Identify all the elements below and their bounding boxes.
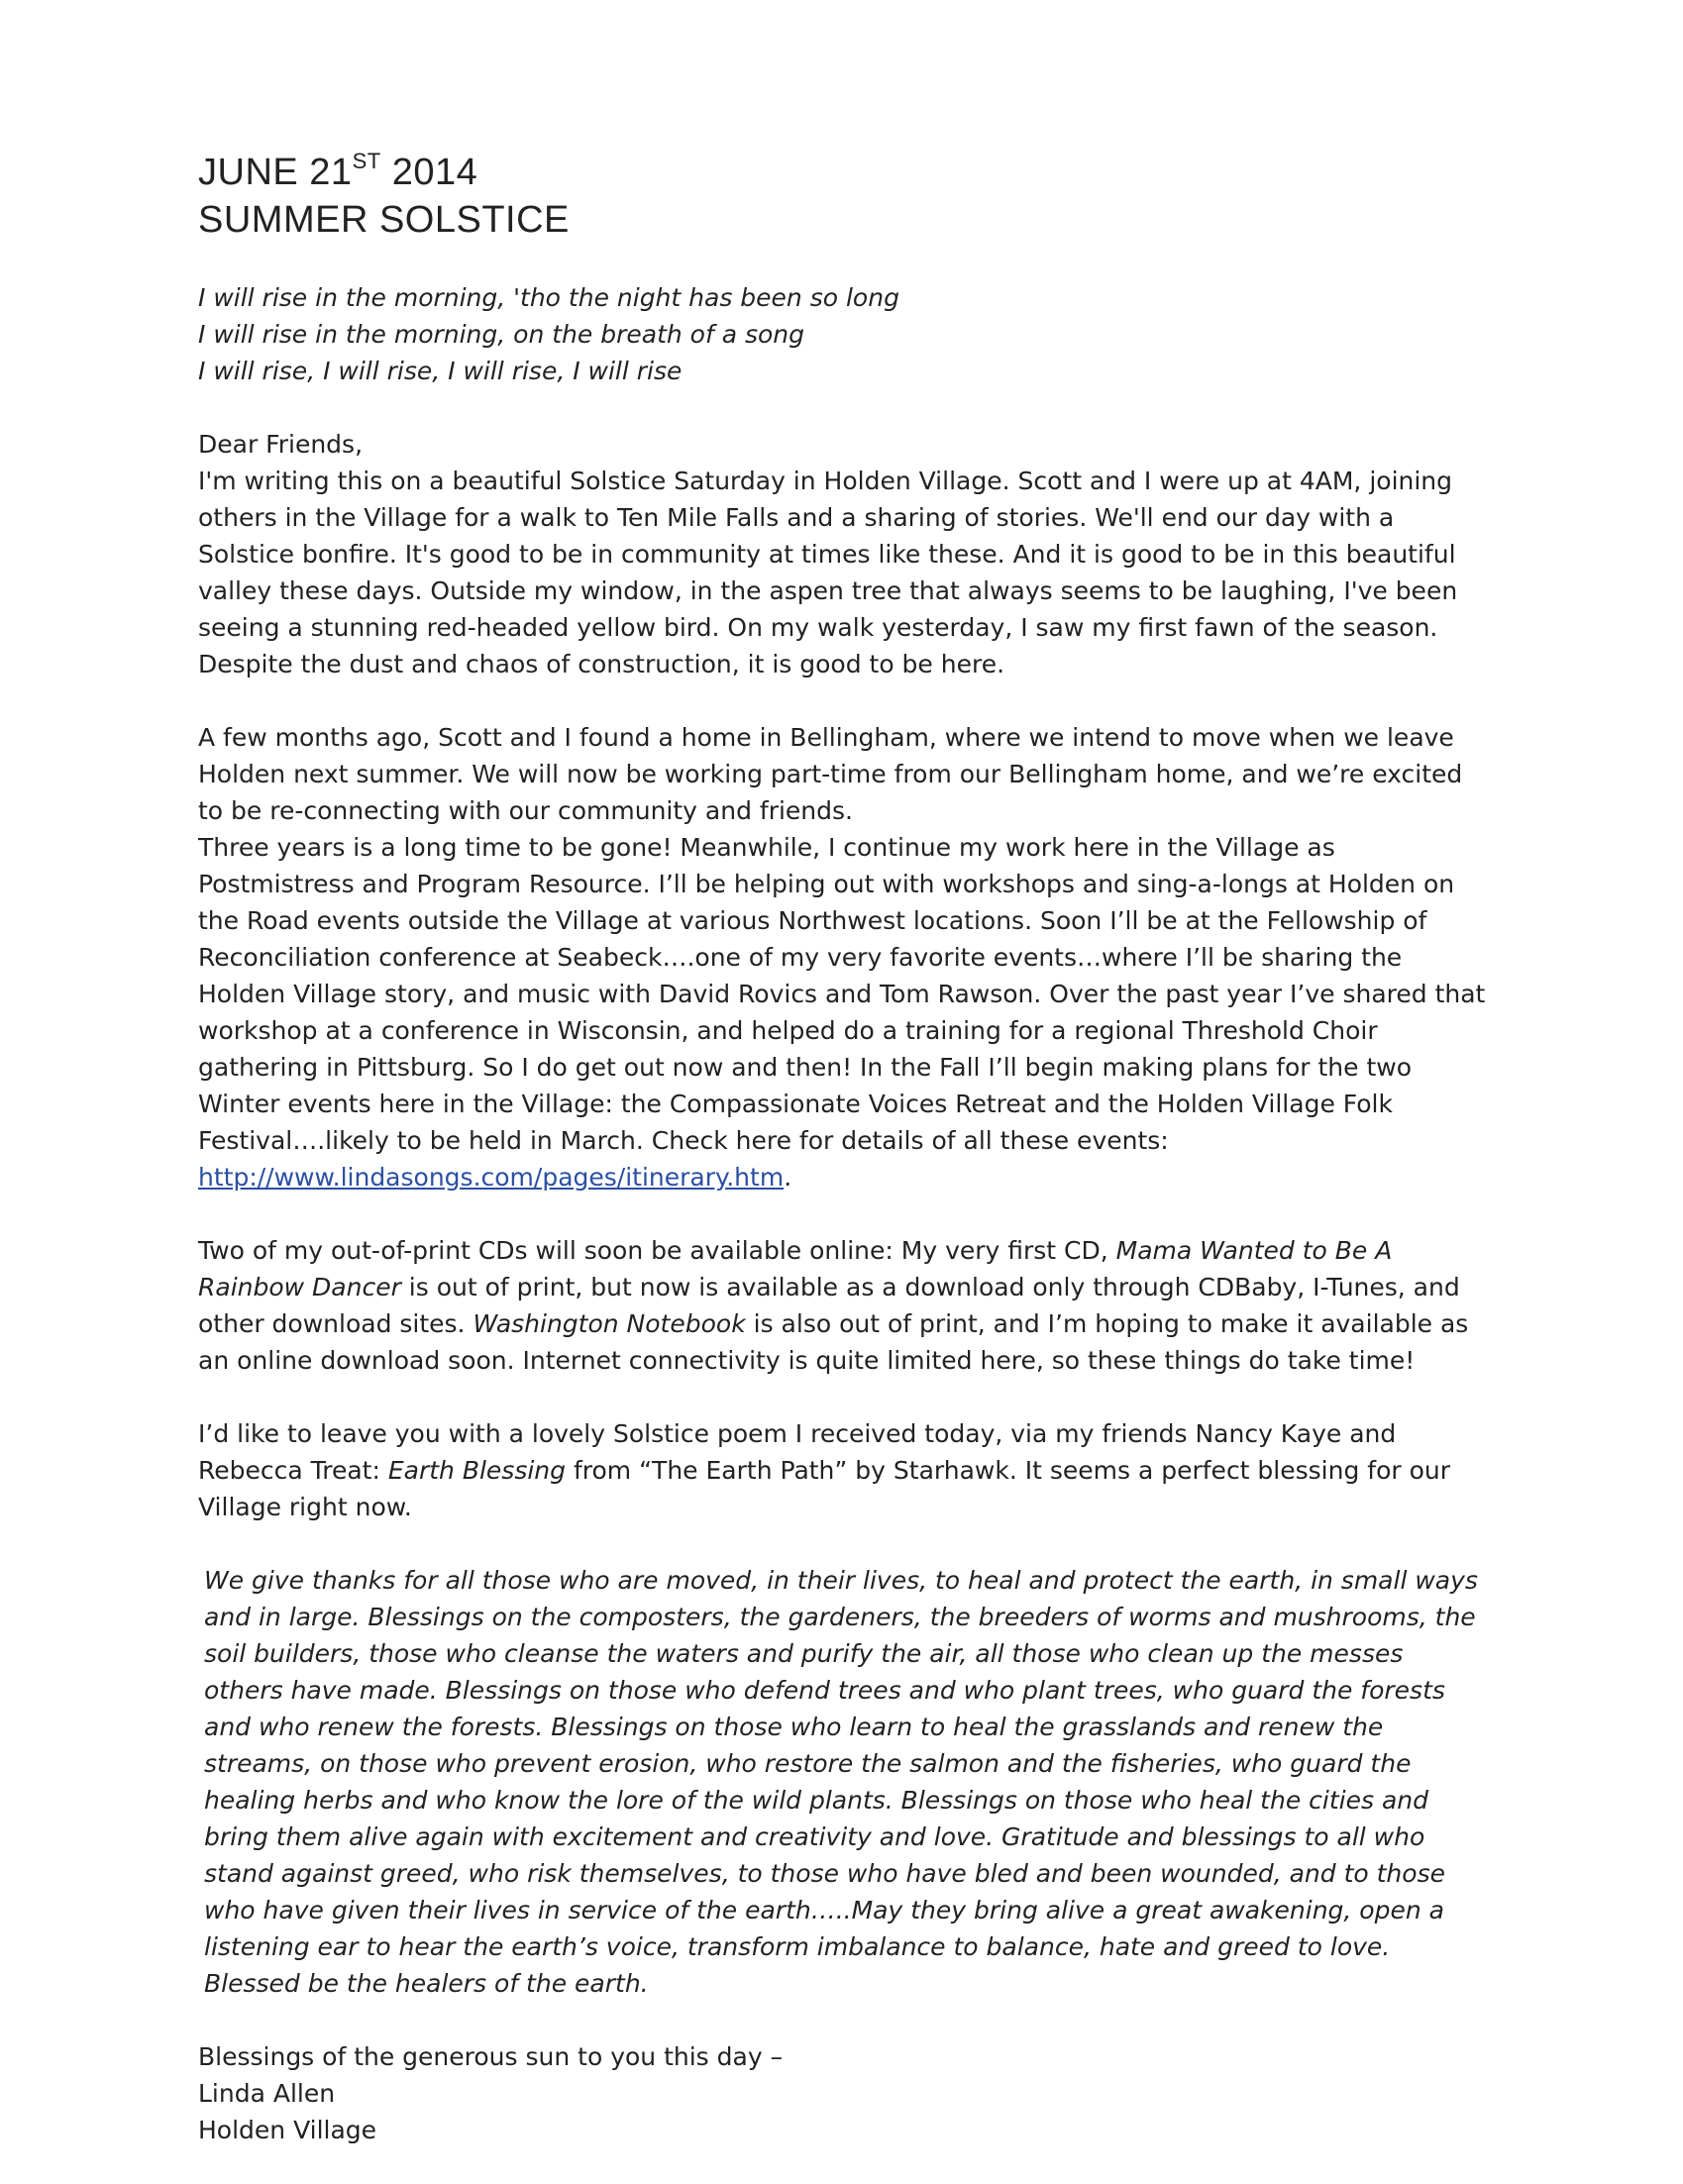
song-line-2: I will rise in the morning, on the breath of a song — [198, 320, 805, 349]
signature-name: Linda Allen — [198, 2079, 336, 2108]
events-text: Three years is a long time to be gone! Meanwhile, I continue my work here in the Village as Postmistress and Program Resource. I’ll be helping out with workshops and sing-a-longs at Holden on the Road events outside the Village at various Northwest locations. Soon I’ll be at the Fellowship of Reconciliation conference at Seabeck….one of my very favorite events…where I’ll be sharing the Holden Village story, and music with David Rovics and Tom Rawson. Over the past year I’ve shared that workshop at a conference in Wisconsin, and helped do a training for a regional Threshold Choir gathering in Pittsburg. So I do get out now and then! In the Fall I’ll begin making plans for the two Winter events here in the Village: the Compassionate Voices Retreat and the Holden Village Folk Festival….likely to be held in March. Check here for details of all these events: — [198, 833, 1486, 1155]
paragraph-solstice-day: I'm writing this on a beautiful Solstice Saturday in Holden Village. Scott and I were up at 4AM, joining others in the Village for a walk to Ten Mile Falls and a sharing of stories. We'll end our day with a Solstice bonfire. It's good to be in community at times like these. And it is good to be in this beautiful valley these days. Outside my window, in the aspen tree that always seems to be laughing, I've been seeing a stunning red-headed yellow bird. On my walk yesterday, I saw my first fawn of the season. Despite the dust and chaos of construction, it is good to be here. — [198, 467, 1458, 678]
subtitle: SUMMER SOLSTICE — [198, 199, 570, 241]
letter-body — [198, 279, 1486, 2148]
paragraph-poem-intro — [198, 1415, 1486, 1525]
paragraph-cds — [198, 1232, 1486, 1379]
signature-place: Holden Village — [198, 2116, 377, 2144]
link-period: . — [784, 1163, 792, 1192]
date-year: 2014 — [391, 152, 478, 193]
date-main: JUNE 21 — [198, 152, 353, 193]
letter-heading — [198, 149, 570, 244]
cd-title-washington-notebook: Washington Notebook — [473, 1309, 746, 1338]
song-line-3: I will rise, I will rise, I will rise, I will rise — [198, 357, 683, 385]
paragraph-bellingham-home: A few months ago, Scott and I found a home in Bellingham, where we intend to move when we leave Holden next summer. We will now be working part-time from our Bellingham home, and we’re excited to be re-connecting with our community and friends. — [198, 723, 1463, 825]
cds-text-2: is out of print, but now is available as a download only through CDBaby, I-Tunes, and other download sites. — [198, 1273, 1460, 1338]
poem-title: Earth Blessing — [387, 1456, 567, 1485]
date-ordinal: ST — [352, 149, 381, 173]
itinerary-link[interactable]: http://www.lindasongs.com/pages/itinerary.htm — [198, 1163, 785, 1192]
closing-line: Blessings of the generous sun to you this day – — [198, 2042, 784, 2071]
poem-intro-text-1: I’d like to leave you with a lovely Solstice poem I received today, via my friends Nancy Kaye and Rebecca Treat: — [198, 1419, 1397, 1485]
poem-intro-text-2: from “The Earth Path” by Starhawk. It seems a perfect blessing for our Village right now. — [198, 1456, 1451, 1521]
date-line — [198, 149, 570, 196]
greeting: Dear Friends, — [198, 430, 364, 459]
song-line-1: I will rise in the morning, 'tho the night has been so long — [198, 283, 899, 312]
cd-title-rainbow-dancer: Mama Wanted to Be A Rainbow Dancer — [198, 1236, 1393, 1301]
paragraph-events — [198, 829, 1486, 1196]
cds-text-3: is also out of print, and I’m hoping to make it available as an online download soon. Internet connectivity is quite limited here, so these things do take time! — [198, 1309, 1469, 1375]
poem-earth-blessing: We give thanks for all those who are moved, in their lives, to heal and protect the earth, in small ways and in large. Blessings on the composters, the gardeners, the breeders of worms and mushrooms, the soil builders, those who cleanse the waters and purify the air, all those who clean up the messes others have made. Blessings on those who defend trees and who plant trees, who guard the forests and who renew the forests. Blessings on those who learn to heal the grasslands and renew the streams, on those who prevent erosion, who restore the salmon and the fisheries, who guard the healing herbs and who know the lore of the wild plants. Blessings on those who heal the cities and bring them alive again with excitement and creativity and love. Gratitude and blessings to all who stand against greed, who risk themselves, to those who have bled and been wounded, and to those who have given their lives in service of the earth…..May they bring alive a great awakening, open a listening ear to hear the earth’s voice, transform imbalance to balance, hate and greed to love. Blessed be the healers of the earth. — [204, 1566, 1478, 1998]
cds-text-1: Two of my out-of-print CDs will soon be available online: My very first CD, — [198, 1236, 1116, 1265]
